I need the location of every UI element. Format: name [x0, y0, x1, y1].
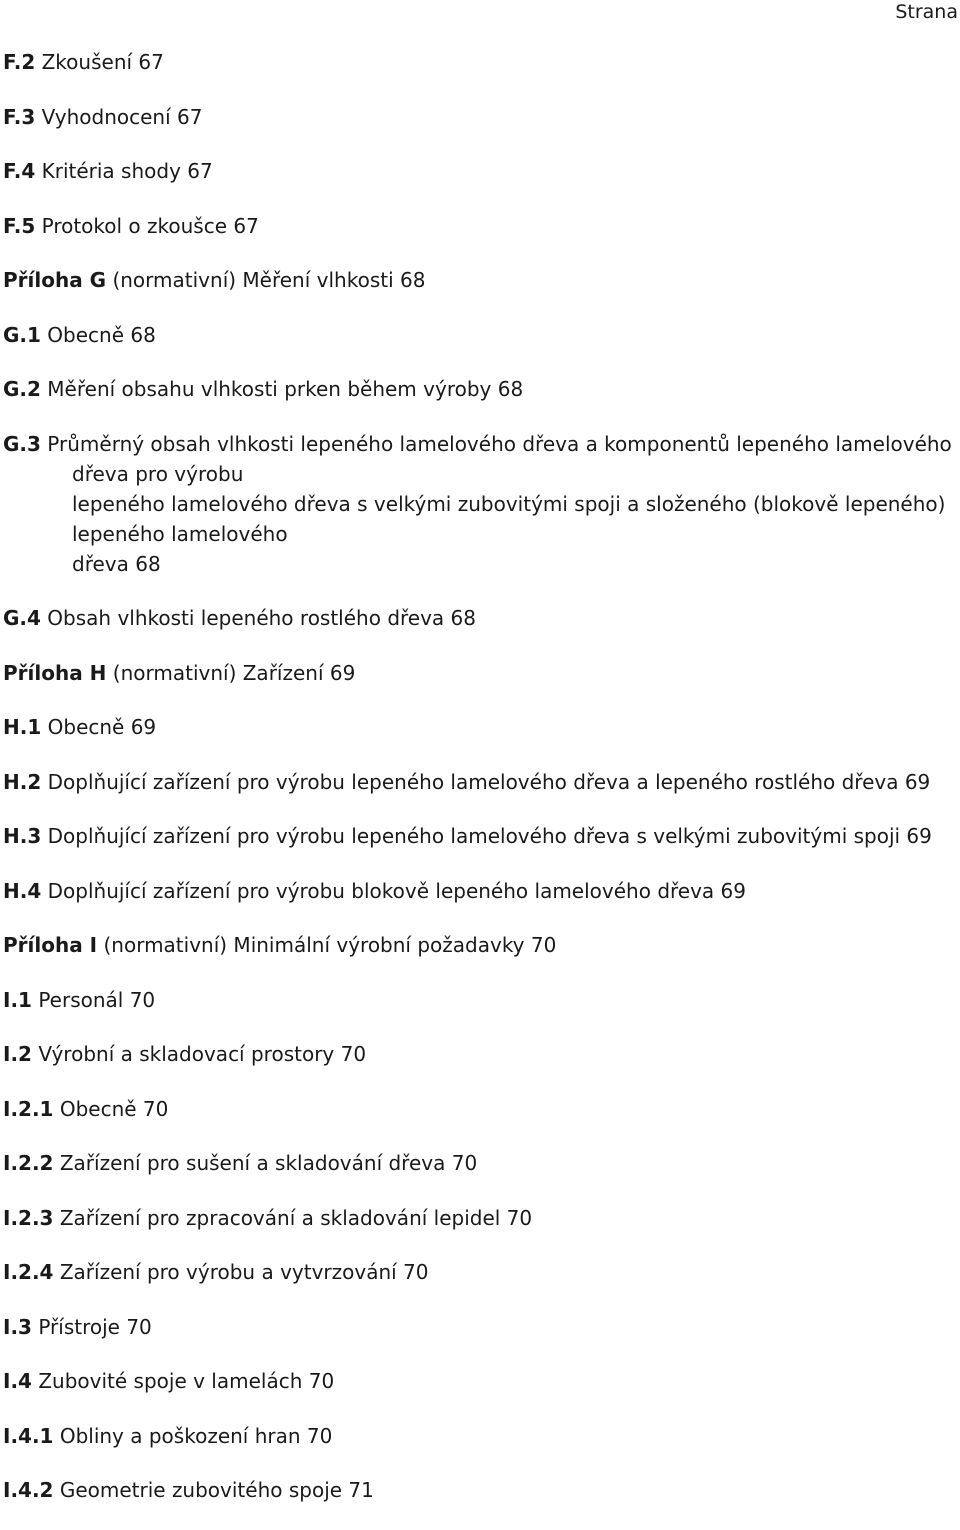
toc-title: Geometrie zubovitého spoje 71 — [59, 1478, 374, 1502]
toc-title: Přístroje 70 — [38, 1314, 152, 1339]
toc-entry-h1[interactable] — [3, 712, 953, 742]
toc-title: Zařízení pro výrobu a vytvrzování 70 — [59, 1260, 429, 1284]
toc-number: I.3 — [3, 1314, 32, 1339]
toc-title: (normativní) Měření vlhkosti 68 — [112, 268, 426, 292]
page-header-strana: Strana — [895, 1, 958, 23]
toc-number: F.5 — [3, 213, 36, 238]
toc-entry-f2[interactable] — [3, 47, 953, 77]
toc-number: F.4 — [3, 159, 36, 183]
toc-title: Personál 70 — [38, 987, 156, 1012]
toc-number: H.1 — [3, 715, 42, 739]
toc-number: I.1 — [3, 987, 32, 1012]
toc-number: F.3 — [3, 104, 36, 129]
toc-title: Měření obsahu vlhkosti prken během výroby 68 — [47, 377, 524, 401]
toc-entry-h3[interactable] — [3, 821, 953, 851]
toc-title-line: dřeva 68 — [72, 551, 161, 576]
toc-entry-g2[interactable] — [3, 374, 953, 404]
toc-title-line: Průměrný obsah vlhkosti lepeného lamelového dřeva a komponentů lepeného lamelového — [47, 431, 952, 456]
toc-title: Obecně 68 — [47, 322, 156, 347]
toc-title: Zařízení pro zpracování a skladování lepidel 70 — [59, 1205, 533, 1230]
toc-number: I.2.2 — [3, 1151, 54, 1175]
toc-entry-f3[interactable] — [3, 102, 953, 132]
toc-title: Obliny a poškození hran 70 — [59, 1423, 333, 1448]
toc-title: Výrobní a skladovací prostory 70 — [38, 1042, 367, 1066]
toc-number: Příloha I — [3, 933, 98, 957]
toc-number: I.2.3 — [3, 1205, 54, 1230]
toc-number: I.2.4 — [3, 1260, 54, 1284]
toc-title-line: lepeného lamelového — [72, 521, 288, 546]
toc-entry-i2-1[interactable] — [3, 1094, 953, 1124]
toc-number: H.3 — [3, 824, 42, 848]
toc-title: (normativní) Minimální výrobní požadavky 70 — [103, 933, 557, 957]
toc-entry-i2-3[interactable] — [3, 1203, 953, 1233]
toc-title: Obecně 70 — [59, 1096, 169, 1121]
toc-entry-annex-h[interactable] — [3, 658, 953, 688]
table-of-contents — [3, 47, 953, 1530]
toc-number: I.2 — [3, 1042, 32, 1066]
toc-title: Obsah vlhkosti lepeného rostlého dřeva 68 — [47, 606, 476, 630]
toc-entry-g3[interactable] — [3, 429, 953, 579]
toc-entry-i4-1[interactable] — [3, 1421, 953, 1451]
toc-number: H.2 — [3, 769, 42, 794]
toc-entry-i4-2[interactable] — [3, 1475, 953, 1505]
toc-entry-annex-i[interactable] — [3, 930, 953, 960]
toc-title: Doplňující zařízení pro výrobu lepeného lamelového dřeva a lepeného rostlého dřeva 69 — [47, 769, 931, 794]
toc-title-line: dřeva pro výrobu — [72, 461, 244, 486]
toc-number: G.4 — [3, 606, 41, 630]
toc-number: G.2 — [3, 377, 41, 401]
toc-number: I.4 — [3, 1369, 32, 1393]
toc-number: I.4.2 — [3, 1478, 54, 1502]
toc-entry-g1[interactable] — [3, 320, 953, 350]
toc-title: Protokol o zkoušce 67 — [41, 213, 259, 238]
toc-title: Zubovité spoje v lamelách 70 — [38, 1369, 335, 1393]
toc-entry-i4[interactable] — [3, 1366, 953, 1396]
toc-title: Zařízení pro sušení a skladování dřeva 70 — [59, 1151, 478, 1175]
toc-number: G.1 — [3, 322, 41, 347]
toc-title: (normativní) Zařízení 69 — [112, 660, 356, 685]
toc-title: Obecně 69 — [47, 715, 157, 739]
toc-title: Doplňující zařízení pro výrobu blokově lepeného lamelového dřeva 69 — [47, 878, 746, 903]
toc-number: I.4.1 — [3, 1423, 54, 1448]
toc-title: Zkoušení 67 — [41, 50, 164, 74]
toc-entry-i2-4[interactable] — [3, 1257, 953, 1287]
toc-number: G.3 — [3, 431, 41, 456]
toc-entry-g4[interactable] — [3, 603, 953, 633]
toc-entry-annex-g[interactable] — [3, 265, 953, 295]
toc-number: F.2 — [3, 50, 36, 74]
toc-entry-f4[interactable] — [3, 156, 953, 186]
toc-number: H.4 — [3, 878, 42, 903]
toc-title: Doplňující zařízení pro výrobu lepeného lamelového dřeva s velkými zubovitými spoji 69 — [47, 824, 932, 848]
toc-entry-f5[interactable] — [3, 211, 953, 241]
toc-number: I.2.1 — [3, 1096, 54, 1121]
toc-number: Příloha G — [3, 268, 107, 292]
toc-title: Vyhodnocení 67 — [41, 104, 203, 129]
toc-entry-h2[interactable] — [3, 767, 953, 797]
toc-title: Kritéria shody 67 — [41, 159, 213, 183]
toc-entry-i2-2[interactable] — [3, 1148, 953, 1178]
toc-entry-i2[interactable] — [3, 1039, 953, 1069]
toc-title-line: lepeného lamelového dřeva s velkými zubovitými spoji a složeného (blokově lepeného) — [72, 491, 946, 516]
toc-entry-i1[interactable] — [3, 985, 953, 1015]
toc-entry-h4[interactable] — [3, 876, 953, 906]
toc-number: Příloha H — [3, 660, 107, 685]
toc-entry-i3[interactable] — [3, 1312, 953, 1342]
